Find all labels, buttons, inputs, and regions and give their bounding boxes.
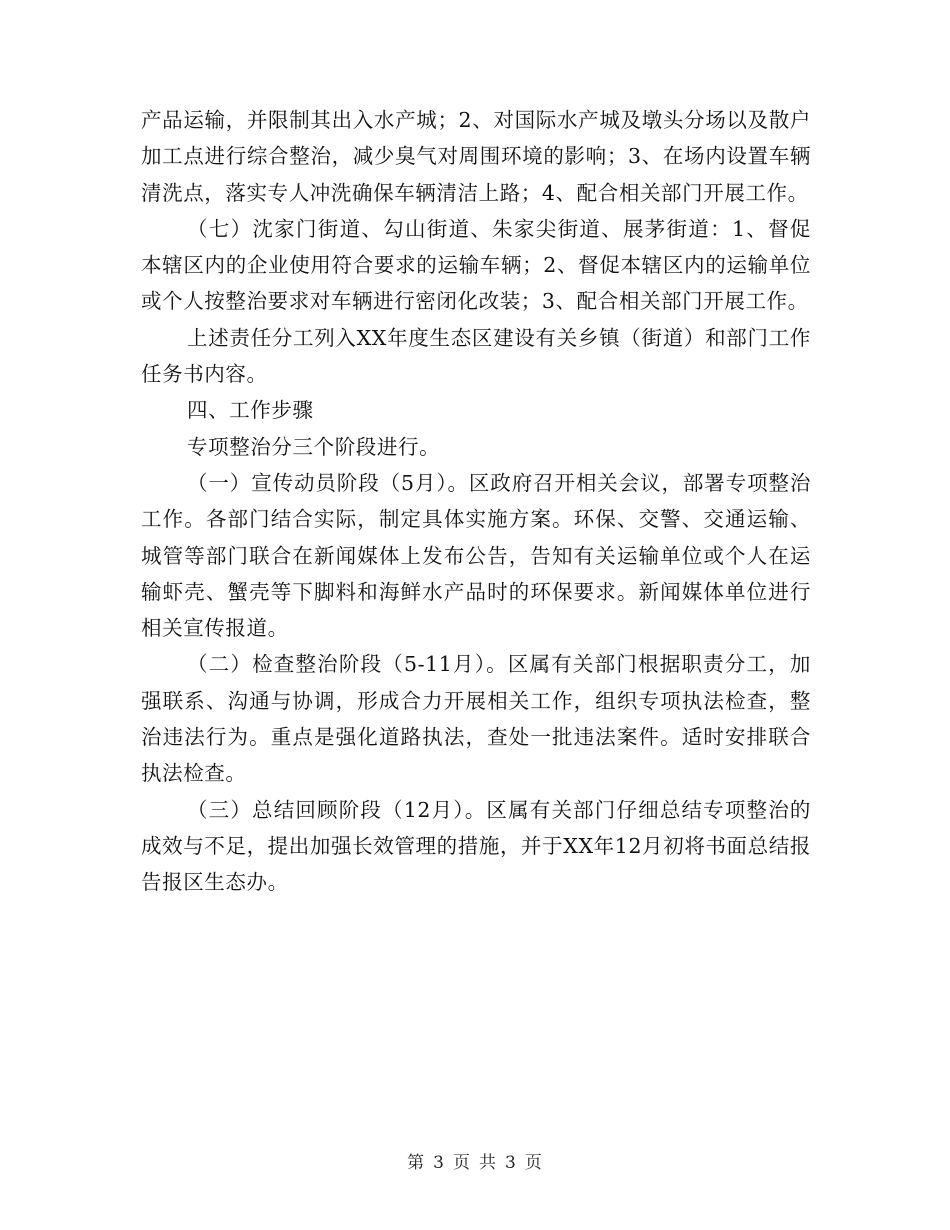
section-heading-work-steps: 四、工作步骤 xyxy=(187,398,314,423)
paragraph-7: （二）检查整治阶段（5-11月）。区属有关部门根据职责分工，加强联系、沟通与协调，形成合力开展相关工作，组织专项执法检查，整治违法行为。重点是强化道路执法，查处一批违法案件。适时安排联合执法检查。 xyxy=(141,652,811,786)
footer-current-page: 3 xyxy=(433,1153,445,1173)
footer-label-unit: 页 xyxy=(453,1153,471,1173)
paragraph-1: 产品运输，并限制其出入水产城；2、对国际水产城及墩头分场以及散户加工点进行综合整治，减少臭气对周围环境的影响；3、在场内设置车辆清洗点，落实专人冲洗确保车辆清洁上路；4、配合相关部门开展工作。 xyxy=(141,108,811,205)
paragraph-2: （七）沈家门街道、勾山街道、朱家尖街道、展茅街道：1、督促本辖区内的企业使用符合要求的运输车辆；2、督促本辖区内的运输单位或个人按整治要求对车辆进行密闭化改装；3、配合相关部门开展工作。 xyxy=(141,216,811,314)
footer-label-total: 共 xyxy=(479,1153,497,1173)
footer-label-page: 第 xyxy=(407,1153,426,1173)
footer-total-pages: 3 xyxy=(505,1153,517,1173)
footer-label-unit-2: 页 xyxy=(524,1153,543,1173)
paragraph-5: 专项整治分三个阶段进行。 xyxy=(187,434,441,459)
paragraph-8: （三）总结回顾阶段（12月）。区属有关部门仔细总结专项整治的成效与不足，提出加强长效管理的措施，并于XX年12月初将书面总结报告报区生态办。 xyxy=(141,797,811,895)
page-footer xyxy=(0,1148,950,1173)
paragraph-3: 上述责任分工列入XX年度生态区建设有关乡镇（街道）和部门工作任务书内容。 xyxy=(141,325,811,387)
document-body xyxy=(141,102,811,901)
paragraph-6: （一）宣传动员阶段（5月）。区政府召开相关会议，部署专项整治工作。各部门结合实际，制定具体实施方案。环保、交警、交通运输、城管等部门联合在新闻媒体上发布公告，告知有关运输单位或个人在运输虾壳、蟹壳等下脚料和海鲜水产品时的环保要求。新闻媒体单位进行相关宣传报道。 xyxy=(141,470,811,641)
